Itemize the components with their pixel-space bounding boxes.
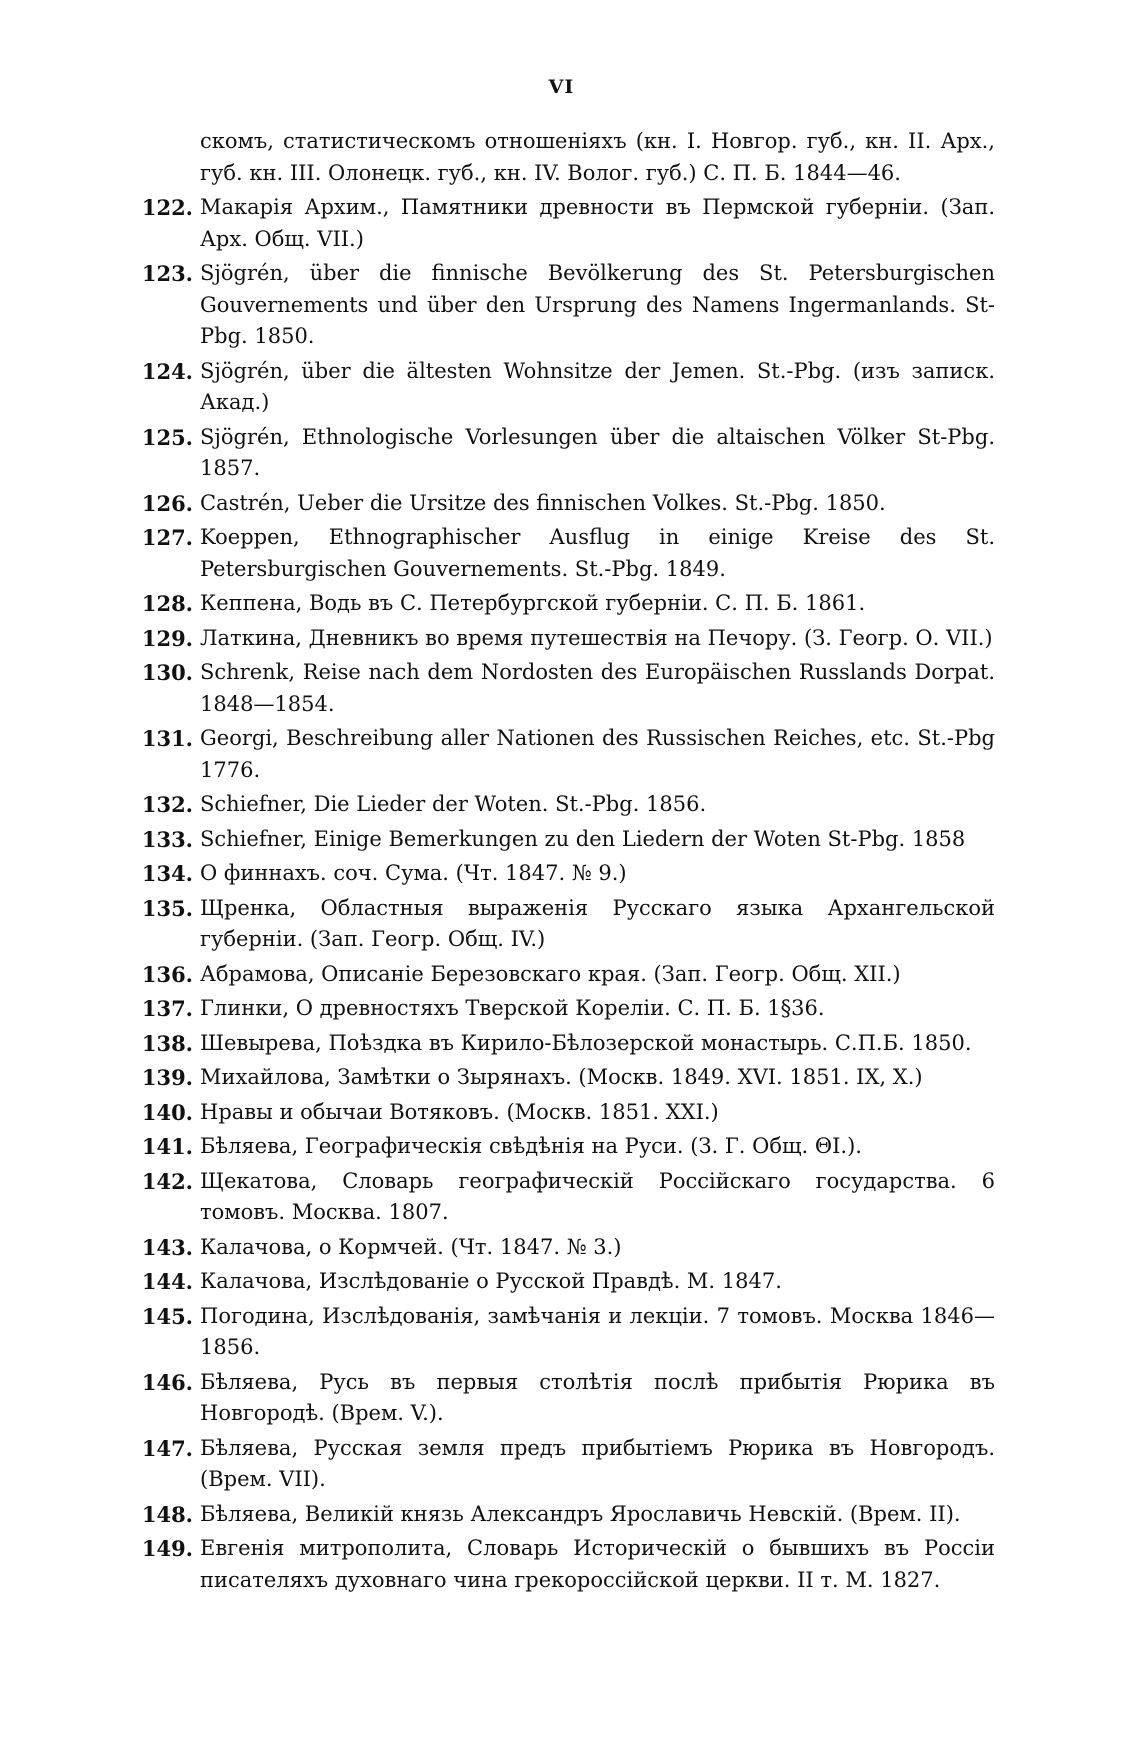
entry-text: Абрамова, Описаніе Березовскаго края. (Зап. Геогр. Общ. XII.) — [200, 961, 901, 986]
entry-text: Schiefner, Einige Bemerkungen zu den Liedern der Woten St-Pbg. 1858 — [200, 826, 966, 851]
entry-number: 127. — [141, 525, 193, 550]
entry-number: 126. — [141, 490, 193, 516]
entry-number: 131. — [141, 726, 193, 751]
entry-text: Щренка, Областныя выраженія Русскаго языка Архангельской губерніи. (Зап. Геогр. Общ. IV.) — [200, 895, 995, 951]
bibliography-entry — [140, 588, 995, 620]
entry-number: 146. — [141, 1369, 193, 1395]
entry-number: 143. — [141, 1234, 193, 1260]
entry-text: Schrenk, Reise nach dem Nordosten des Europäischen Russlands Dorpat. 1848—1854. — [200, 660, 995, 716]
entry-number: 132. — [141, 792, 193, 817]
entry-number: 148. — [141, 1501, 193, 1527]
bibliography-entry — [140, 993, 995, 1025]
bibliography-entry — [140, 1097, 995, 1129]
bibliography-entry — [140, 1533, 995, 1596]
entry-text: Нравы и обычаи Вотяковъ. (Москв. 1851. XXI.) — [200, 1099, 719, 1124]
entry-number: 140. — [141, 1099, 193, 1125]
entry-text: Бѣляева, Русь въ первыя столѣтія послѣ прибытія Рюрика въ Новгородѣ. (Врем. V.). — [200, 1369, 995, 1425]
bibliography-entry-continuation — [140, 126, 995, 189]
entry-text: Castrén, Ueber die Ursitze des finnischen Volkes. St.-Pbg. 1850. — [200, 490, 886, 515]
entry-text: Евгенія митрополита, Словарь Историческій о бывшихъ въ Россіи писателяхъ духовнаго чина грекороссійской церкви. II т. М. 1827. — [200, 1536, 995, 1592]
page-number: VI — [548, 76, 575, 98]
entry-text: Sjögrén, über die ältesten Wohnsitze der Jemen. St.-Pbg. (изъ записк. Акад.) — [200, 358, 995, 414]
entry-text: Глинки, О древностяхъ Тверской Кореліи. С. П. Б. 1§36. — [200, 996, 825, 1020]
bibliography-entry — [140, 1499, 995, 1531]
entry-number: 149. — [141, 1536, 193, 1561]
bibliography-entry — [140, 1062, 995, 1094]
entry-text: Schiefner, Die Lieder der Woten. St.-Pbg. 1856. — [200, 792, 707, 816]
bibliography-entry — [140, 1028, 995, 1060]
entry-number: 128. — [141, 591, 193, 616]
bibliography-entry — [140, 422, 995, 485]
entry-number: 129. — [141, 625, 193, 651]
bibliography-entry — [140, 657, 995, 720]
entry-number: 122. — [141, 195, 193, 220]
entry-number: 144. — [141, 1269, 193, 1294]
entry-text: Михайлова, Замѣтки о Зырянахъ. (Москв. 1849. XVI. 1851. IX, X.) — [200, 1065, 923, 1089]
entry-number: 133. — [141, 826, 193, 852]
entry-text: скомъ, статистическомъ отношеніяхъ (кн. I. Новгор. губ., кн. II. Арх., губ. кн. III. Олонецк. губ., кн. IV. Волог. губ.) С. П. Б. 1844—46. — [200, 129, 995, 185]
entry-number: 130. — [141, 660, 193, 685]
bibliography-entry — [140, 1301, 995, 1364]
entry-number: 136. — [141, 961, 193, 987]
bibliography-entry — [140, 858, 995, 890]
entry-number: 141. — [141, 1134, 193, 1159]
entry-text: Щекатова, Словарь географическій Россійскаго государства. 6 томовъ. Москва. 1807. — [200, 1168, 995, 1224]
bibliography-entry — [140, 356, 995, 419]
entry-text: О финнахъ. соч. Сума. (Чт. 1847. № 9.) — [200, 861, 627, 885]
entry-number: 123. — [141, 261, 193, 286]
entry-number: 137. — [141, 996, 193, 1021]
bibliography-entry — [140, 1232, 995, 1264]
bibliography-entry — [140, 789, 995, 821]
entry-text: Бѣляева, Русская земля предъ прибытіемъ Рюрика въ Новгородъ. (Врем. VII). — [200, 1435, 995, 1491]
entry-text: Калачова, Изслѣдованіе о Русской Правдѣ. М. 1847. — [200, 1269, 782, 1293]
entry-text: Калачова, о Кормчей. (Чт. 1847. № 3.) — [200, 1234, 622, 1259]
entry-text: Koeppen, Ethnographischer Ausflug in einige Kreise des St. Petersburgischen Gouvernements. St.-Pbg. 1849. — [200, 525, 995, 581]
entry-number: 138. — [141, 1030, 193, 1056]
entry-text: Бѣляева, Великій князь Александръ Ярославичь Невскій. (Врем. II). — [200, 1501, 961, 1526]
entry-number: 135. — [141, 895, 193, 921]
bibliography-entry — [140, 1367, 995, 1430]
entry-number: 139. — [141, 1065, 193, 1090]
entry-text: Georgi, Beschreibung aller Nationen des Russischen Reiches, etc. St.-Pbg 1776. — [200, 726, 995, 782]
entry-text: Макарія Архим., Памятники древности въ Пермской губерніи. (Зап. Арх. Общ. VII.) — [200, 195, 995, 251]
bibliography-entry — [140, 723, 995, 786]
bibliography-entry — [140, 893, 995, 956]
entry-number: 134. — [141, 861, 193, 886]
entry-text: Sjögrén, Ethnologische Vorlesungen über die altaischen Völker St-Pbg. 1857. — [200, 424, 995, 480]
entry-text: Sjögrén, über die finnische Bevölkerung des St. Petersburgischen Gouvernements und über den Ursprung des Namens Ingermanlands. St-Pbg. 1850. — [200, 261, 995, 348]
entry-number: 145. — [141, 1303, 193, 1329]
bibliography-list — [140, 126, 995, 1596]
bibliography-entry — [140, 192, 995, 255]
bibliography-entry — [140, 258, 995, 353]
bibliography-entry — [140, 488, 995, 520]
bibliography-entry — [140, 824, 995, 856]
bibliography-entry — [140, 1433, 995, 1496]
entry-text: Латкина, Дневникъ во время путешествія на Печору. (З. Геогр. О. VII.) — [200, 625, 993, 650]
entry-text: Шевырева, Поѣздка въ Кирило-Бѣлозерской монастырь. С.П.Б. 1850. — [200, 1030, 972, 1055]
bibliography-entry — [140, 1131, 995, 1163]
entry-number: 147. — [141, 1435, 193, 1461]
entry-number: 124. — [141, 358, 193, 384]
bibliography-entry — [140, 1266, 995, 1298]
bibliography-entry — [140, 623, 995, 655]
bibliography-entry — [140, 1166, 995, 1229]
entry-text: Бѣляева, Географическія свѣдѣнія на Руси. (З. Г. Общ. ΘI.). — [200, 1134, 862, 1158]
entry-number: 125. — [141, 424, 193, 450]
entry-text: Погодина, Изслѣдованія, замѣчанія и лекціи. 7 томовъ. Москва 1846—1856. — [200, 1303, 995, 1359]
bibliography-entry — [140, 959, 995, 991]
entry-number: 142. — [141, 1168, 193, 1194]
bibliography-entry — [140, 522, 995, 585]
entry-text: Кеппена, Водь въ С. Петербургской губерніи. С. П. Б. 1861. — [200, 591, 866, 615]
